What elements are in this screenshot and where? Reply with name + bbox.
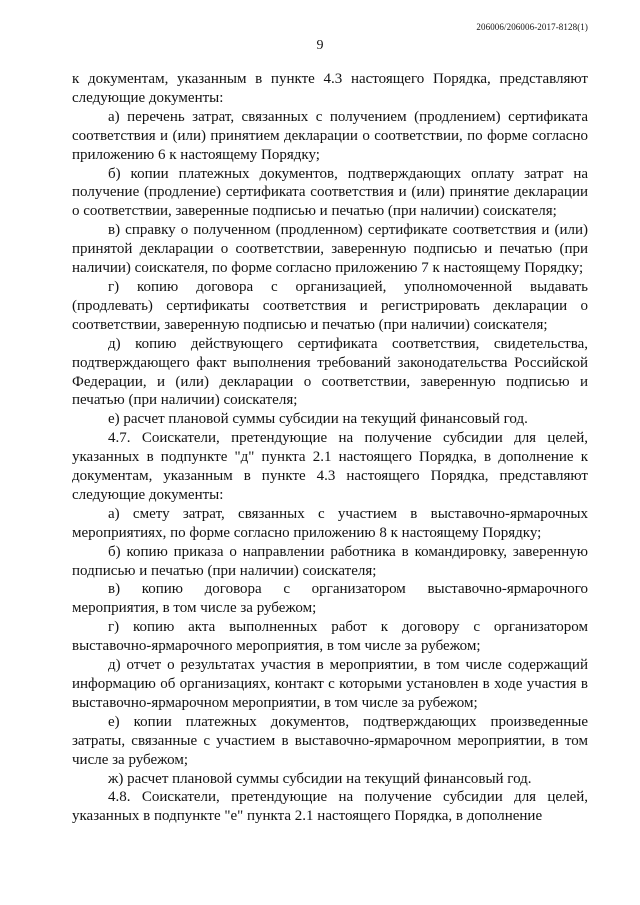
page-number: 9 [316,38,324,53]
document-id: 206006/206006-2017-8128(1) [476,22,588,32]
section-4-8: 4.8. Соискатели, претендующие на получение субсидии для целей, указанных в подпункте "е" пункта 2.1 настоящего Порядка, в дополнение [72,789,588,825]
list-item-zh: ж) расчет плановой суммы субсидии на текущий финансовый год. [108,770,532,787]
list-item-a: а) смету затрат, связанных с участием в выставочно-ярмарочных мероприятиях, по форме согласно приложению 8 к настоящему Порядку; [72,505,588,541]
list-item-e: е) расчет плановой суммы субсидии на текущий финансовый год. [108,411,528,428]
list-item-v: в) справку о полученном (продленном) сертификате соответствия и (или) принятой декларации о соответствии, заверенную подписью и печатью (при наличии) соискателя, по форме согласно приложению 7 к настоящему Порядку; [72,222,588,277]
list-item-g: г) копию договора с организацией, уполномоченной выдавать (продлевать) сертификаты соответствия и регистрировать декларации о соответствии, заверенную подписью и печатью (при наличии) соискателя; [72,278,588,333]
list-item-e: е) копии платежных документов, подтверждающих произведенные затраты, связанные с участием в выставочно-ярмарочном мероприятии, в том числе за рубежом; [72,713,588,768]
list-item-g: г) копию акта выполненных работ к договору с организатором выставочно-ярмарочного мероприятия, в том числе за рубежом; [72,619,588,655]
list-item-b: б) копию приказа о направлении работника в командировку, заверенную подписью и печатью (при наличии) соискателя; [72,543,588,579]
list-item-v: в) копию договора с организатором выставочно-ярмарочного мероприятия, в том числе за рубежом; [72,581,588,617]
document-body [72,70,588,826]
section-4-7: 4.7. Соискатели, претендующие на получение субсидии для целей, указанных в подпункте "д" пункта 2.1 настоящего Порядка, в дополнение к документам, указанным в пункте 4.3 настоящего Порядка, представляют следующие документы: [72,430,588,503]
list-item-a: а) перечень затрат, связанных с получением (продлением) сертификата соответствия и (или) принятием декларации о соответствии, по форме согласно приложению 6 к настоящему Порядку; [72,108,588,163]
list-item-b: б) копии платежных документов, подтверждающих оплату затрат на получение (продление) сертификата соответствия и (или) принятие декларации о соответствии, заверенные подписью и печатью (при наличии) соискателя; [72,165,588,220]
list-item-d: д) отчет о результатах участия в мероприятии, в том числе содержащий информацию об организациях, контакт с которыми установлен в ходе участия в выставочно-ярмарочном мероприятии, в том числе за рубежом; [72,657,588,711]
list-item-d: д) копию действующего сертификата соответствия, свидетельства, подтверждающего факт выполнения требований законодательства Российской Федерации, и (или) декларации о соответствии, заверенную подписью и печатью (при наличии) соискателя; [72,335,588,409]
paragraph-continuation: к документам, указанным в пункте 4.3 настоящего Порядка, представляют следующие документы: [72,71,588,106]
